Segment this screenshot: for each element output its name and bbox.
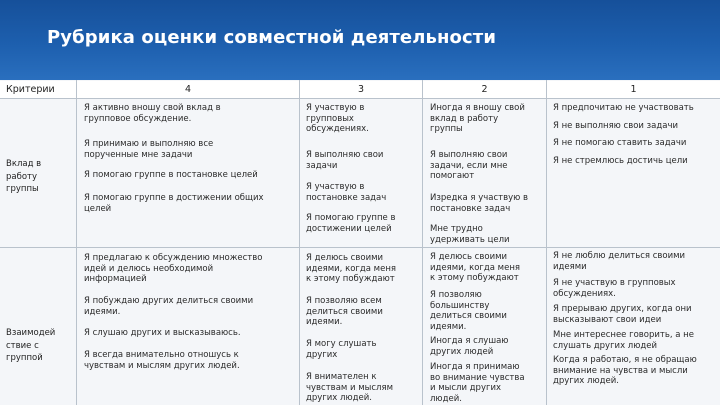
cell-text: Я делюсь своими идеями, когда меня к этому побуждают [306,253,396,284]
cell-text: Я побуждаю других делиться своими идеями. [84,296,254,317]
cell-text: Я предлагаю к обсуждению множество идей и делюсь необходимой информацией [84,253,263,284]
cell-text: Мне трудно удерживать цели [430,224,510,245]
cell-text: Я помогаю группе в постановке целей [84,170,258,180]
criterion-contribution: Вклад в работу группы [6,159,42,194]
page-title: Рубрика оценки совместной деятельности [47,27,497,48]
column-divider [76,80,77,405]
cell-text: Я не стремлюсь достичь цели [553,156,688,166]
cell-text: Иногда я вношу свой вклад в работу группы [430,103,525,134]
cell-text: Я принимаю и выполняю все порученные мне задачи [84,139,214,160]
cell-text: Мне интереснее говорить, а не слушать других людей [553,330,694,351]
cell-text: Я слушаю других и высказываюсь. [84,328,241,338]
cell-text: Я делюсь своими идеями, когда меня к этому побуждают [430,252,520,283]
cell-text: Иногда я принимаю во внимание чувства и мысли других людей. [430,362,525,404]
cell-text: Я не участвую в групповых обсуждениях. [553,278,676,299]
header-divider [0,98,720,99]
cell-text: Я позволяю всем делиться своими идеями. [306,296,383,327]
cell-text: Я прерываю других, когда они высказывают свои идеи [553,304,692,325]
cell-text: Я активно вношу свой вклад в групповое обсуждение. [84,103,221,124]
column-divider [546,80,547,405]
cell-text: Я не помогаю ставить задачи [553,138,687,148]
header-score-4: 4 [77,81,299,98]
cell-text: Я помогаю группе в достижении целей [306,213,396,234]
cell-text: Я не люблю делиться своими идеями [553,251,686,272]
cell-text: Я внимателен к чувствам и мыслям других людей. [306,372,394,403]
cell-text: Я предпочитаю не участвовать [553,103,694,113]
criterion-interaction: Взаимодей ствие с группой [6,328,56,363]
cell-text: Когда я работаю, я не обращаю внимание на чувства и мысли других людей. [553,355,697,386]
cell-text: Иногда я слушаю других людей [430,336,509,357]
cell-text: Изредка я участвую в постановке задач [430,193,529,214]
header-score-1: 1 [547,81,720,98]
header-score-3: 3 [300,81,422,98]
header-criteria: Критерии [0,81,76,98]
column-divider [422,80,423,405]
row-divider [0,247,720,248]
cell-text: Я не выполняю свои задачи [553,121,679,131]
cell-text: Я выполняю свои задачи, если мне помогают [430,150,508,181]
cell-text: Я помогаю группе в достижении общих целей [84,193,264,214]
header-score-2: 2 [423,81,546,98]
cell-text: Я участвую в групповых обсуждениях. [306,103,369,134]
cell-text: Я участвую в постановке задач [306,182,387,203]
cell-text: Я могу слушать других [306,339,377,360]
cell-text: Я позволяю большинству делиться своими идеями. [430,290,507,332]
column-divider [299,80,300,405]
cell-text: Я выполняю свои задачи [306,150,384,171]
cell-text: Я всегда внимательно отношусь к чувствам и мыслям других людей. [84,350,240,371]
